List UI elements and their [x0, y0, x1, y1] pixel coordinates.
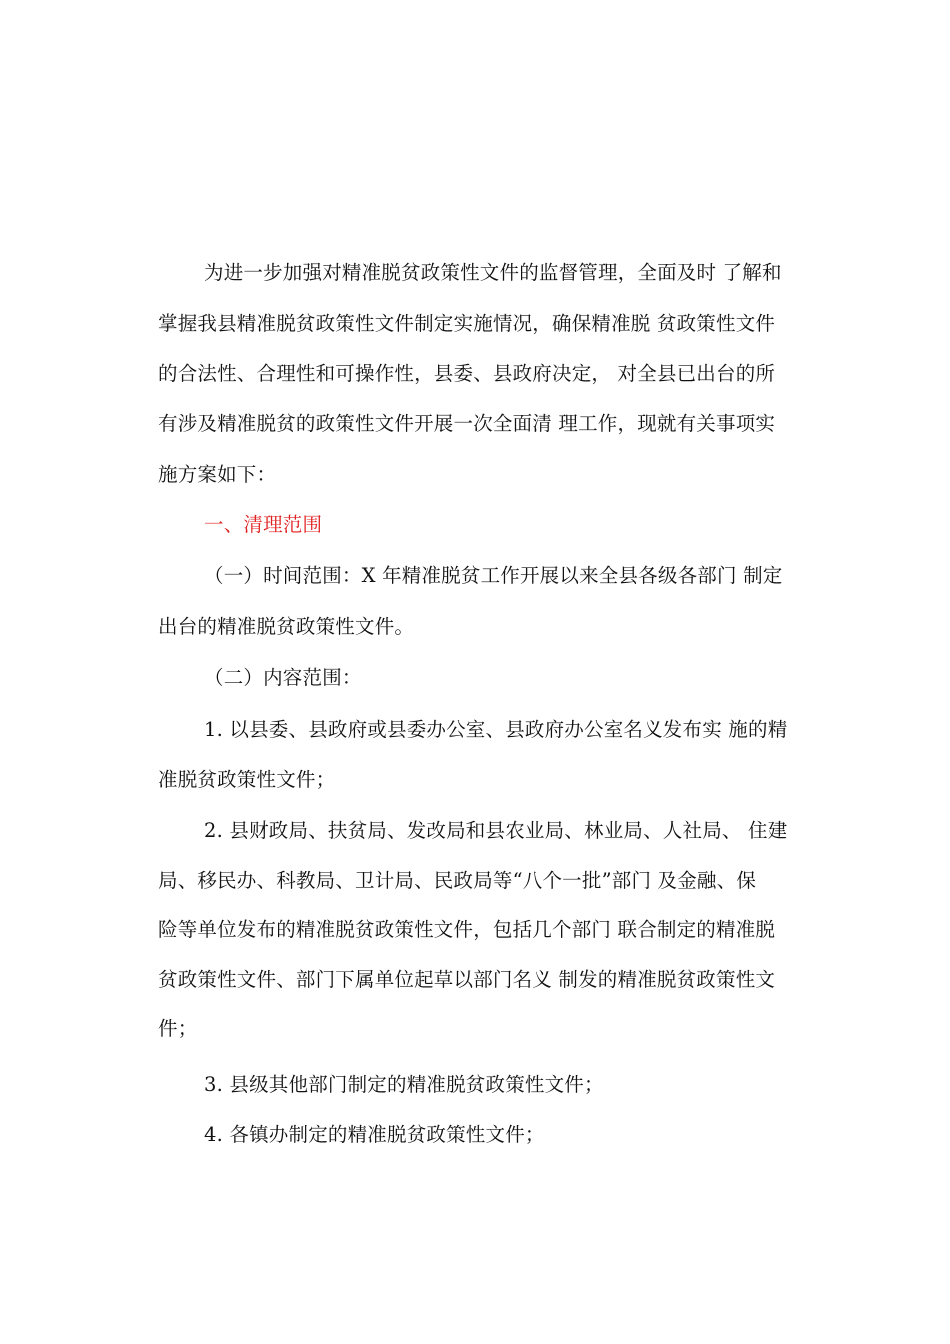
item-1-line-2: 准脱贫政策性文件；: [158, 768, 336, 791]
item-2-line-1: 2. 县财政局、扶贫局、发改局和县农业局、林业局、人社局、 住建: [204, 819, 788, 842]
intro-line-1: 为进一步加强对精准脱贫政策性文件的监督管理，全面及时 了解和: [204, 261, 782, 284]
content-scope-heading: （二）内容范围：: [204, 666, 362, 689]
time-scope-line-2: 出台的精准脱贫政策性文件。: [158, 615, 415, 638]
item-2-line-3: 险等单位发布的精准脱贫政策性文件，包括几个部门 联合制定的精准脱: [158, 918, 776, 941]
intro-line-5: 施方案如下：: [158, 463, 277, 486]
intro-line-4: 有涉及精准脱贫的政策性文件开展一次全面清 理工作，现就有关事项实: [158, 412, 776, 435]
item-4: 4. 各镇办制定的精准脱贫政策性文件；: [204, 1123, 545, 1146]
intro-line-3: 的合法性、合理性和可操作性，县委、县政府决定， 对全县已出台的所: [158, 362, 776, 385]
intro-line-2: 掌握我县精准脱贫政策性文件制定实施情况，确保精准脱 贫政策性文件: [158, 312, 776, 335]
item-2-line-5: 件；: [158, 1017, 198, 1040]
item-2-line-4: 贫政策性文件、部门下属单位起草以部门名义 制发的精准脱贫政策性文: [158, 968, 776, 991]
section-heading-scope: 一、清理范围: [204, 513, 323, 536]
item-2-line-2: 局、移民办、科教局、卫计局、民政局等“八个一批”部门 及金融、保: [158, 869, 757, 892]
item-1-line-1: 1. 以县委、县政府或县委办公室、县政府办公室名义发布实 施的精: [204, 718, 788, 741]
time-scope-line-1: （一）时间范围：X 年精准脱贫工作开展以来全县各级各部门 制定: [204, 564, 783, 587]
item-3: 3. 县级其他部门制定的精准脱贫政策性文件；: [204, 1073, 604, 1096]
